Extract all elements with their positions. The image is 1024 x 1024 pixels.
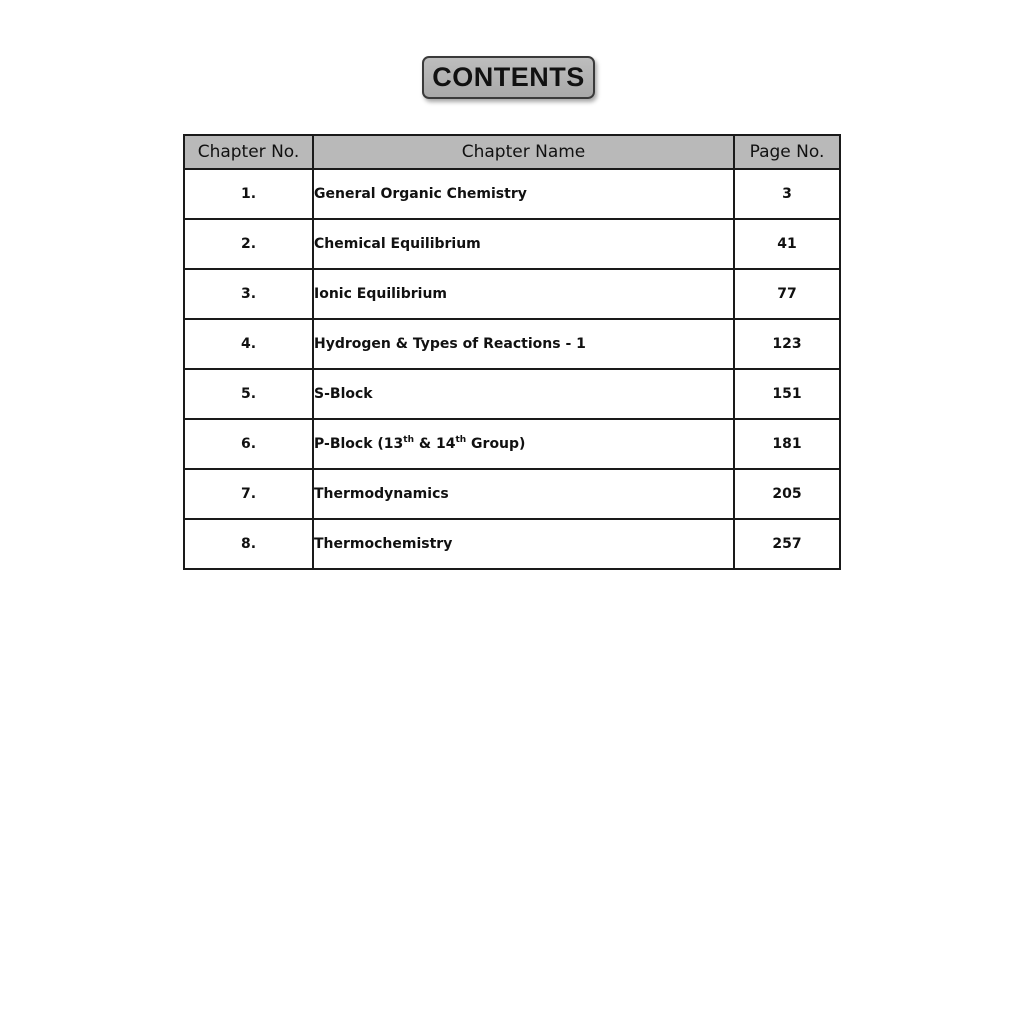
superscript: th: [455, 435, 467, 445]
chapter-number: 2.: [184, 219, 313, 269]
chapter-name: Thermochemistry: [313, 519, 734, 569]
chapter-number: 7.: [184, 469, 313, 519]
chapter-number: 8.: [184, 519, 313, 569]
chapter-number: 3.: [184, 269, 313, 319]
contents-table: [183, 134, 841, 570]
page-number: 123: [734, 319, 840, 369]
header-chapter-name: Chapter Name: [313, 135, 734, 169]
contents-title-box: [422, 56, 595, 99]
chapter-number: 1.: [184, 169, 313, 219]
chapter-name: Thermodynamics: [313, 469, 734, 519]
table-row: [184, 369, 840, 419]
chapter-name-part: P-Block (13: [314, 436, 404, 452]
table-row: [184, 319, 840, 369]
chapter-name: Hydrogen & Types of Reactions - 1: [313, 319, 734, 369]
chapter-name-part: Group): [466, 436, 526, 452]
chapter-name: General Organic Chemistry: [313, 169, 734, 219]
superscript: th: [403, 435, 414, 445]
chapter-name: Ionic Equilibrium: [313, 269, 734, 319]
table-header-row: [184, 135, 840, 169]
table-row: [184, 269, 840, 319]
page-number: 41: [734, 219, 840, 269]
table-row: [184, 469, 840, 519]
header-chapter-no: Chapter No.: [184, 135, 313, 169]
page-title: CONTENTS: [432, 62, 585, 92]
chapter-number: 4.: [184, 319, 313, 369]
table-row: [184, 219, 840, 269]
page-number: 77: [734, 269, 840, 319]
chapter-name: [313, 419, 734, 469]
table-row: [184, 519, 840, 569]
header-page-no: Page No.: [734, 135, 840, 169]
table-row: [184, 419, 840, 469]
chapter-name: Chemical Equilibrium: [313, 219, 734, 269]
page-number: 181: [734, 419, 840, 469]
page-number: 205: [734, 469, 840, 519]
page-number: 151: [734, 369, 840, 419]
page-number: 3: [734, 169, 840, 219]
page-number: 257: [734, 519, 840, 569]
chapter-name: S-Block: [313, 369, 734, 419]
table-row: [184, 169, 840, 219]
chapter-name-part: & 14: [414, 436, 456, 452]
chapter-number: 6.: [184, 419, 313, 469]
chapter-number: 5.: [184, 369, 313, 419]
